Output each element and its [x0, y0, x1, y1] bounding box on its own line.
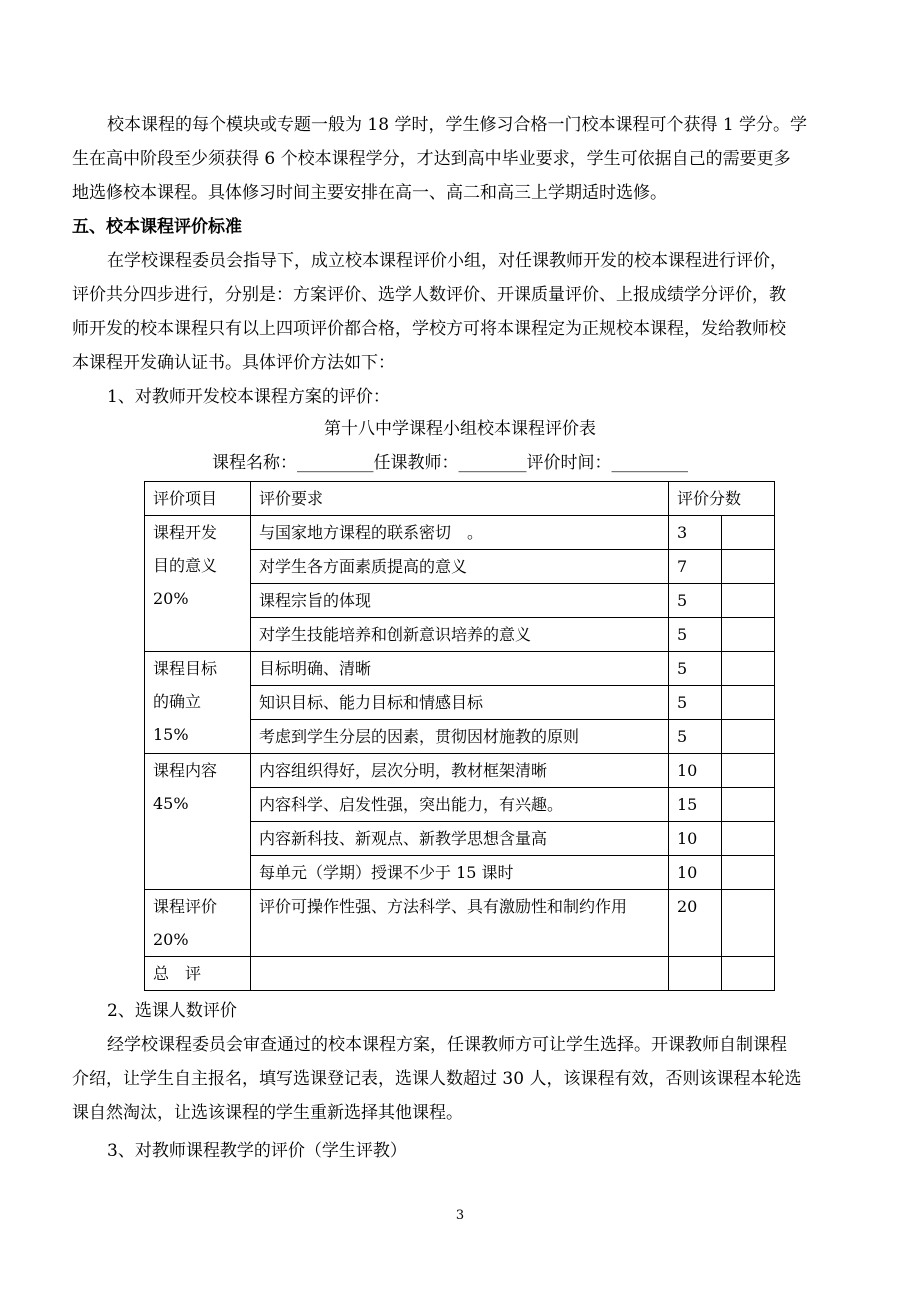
- table-subtitle: 课程名称：_________任课教师：________评价时间：_________: [212, 453, 688, 473]
- requirement-cell: 知识目标、能力目标和情感目标: [251, 686, 669, 720]
- text-line: 本课程开发确认证书。具体评价方法如下：: [72, 353, 395, 373]
- blank-score-cell: [722, 957, 775, 991]
- score-cell: 5: [669, 686, 722, 720]
- blank-score-cell: [722, 516, 775, 550]
- text-line: 经学校课程委员会审查通过的校本课程方案，任课教师方可让学生选择。开课教师自制课程: [107, 1035, 787, 1055]
- text-line: 介绍，让学生自主报名，填写选课登记表，选课人数超过 30 人，该课程有效，否则该课程本轮选: [72, 1069, 802, 1089]
- group-label-line: 课程内容: [153, 761, 218, 780]
- blank-score-cell: [722, 584, 775, 618]
- requirement-cell: 内容科学、启发性强，突出能力，有兴趣。: [251, 788, 669, 822]
- header-item: 评价项目: [145, 482, 251, 516]
- group-label-line: 45%: [153, 794, 189, 813]
- requirement-cell: 目标明确、清晰: [251, 652, 669, 686]
- text-line: 课自然淘汰，让选该课程的学生重新选择其他课程。: [72, 1103, 463, 1123]
- blank-score-cell: [722, 686, 775, 720]
- requirement-cell: 内容组织得好，层次分明，教材框架清晰: [251, 754, 669, 788]
- table-row: [145, 890, 775, 957]
- blank-score-cell: [722, 754, 775, 788]
- score-cell: 20: [669, 890, 722, 957]
- requirement-cell: 课程宗旨的体现: [251, 584, 669, 618]
- group-label: [145, 754, 251, 890]
- score-cell: 5: [669, 720, 722, 754]
- requirement-cell: 对学生各方面素质提高的意义: [251, 550, 669, 584]
- score-cell: 3: [669, 516, 722, 550]
- evaluation-table: [144, 481, 775, 991]
- score-cell: 10: [669, 822, 722, 856]
- table-total-row: [145, 957, 775, 991]
- section-heading: 五、校本课程评价标准: [72, 217, 242, 237]
- blank-score-cell: [722, 856, 775, 890]
- score-cell: 5: [669, 618, 722, 652]
- text-line: 在学校课程委员会指导下，成立校本课程评价小组，对任课教师开发的校本课程进行评价，: [107, 251, 787, 271]
- header-score: 评价分数: [669, 482, 775, 516]
- text-line: 地选修校本课程。具体修习时间主要安排在高一、高二和高三上学期适时选修。: [72, 183, 667, 203]
- list-item-1: 1、对教师开发校本课程方案的评价：: [107, 387, 390, 407]
- table-row: [145, 652, 775, 686]
- requirement-cell: 对学生技能培养和创新意识培养的意义: [251, 618, 669, 652]
- total-score-cell: [669, 957, 722, 991]
- score-cell: 5: [669, 584, 722, 618]
- group-label-line: 20%: [153, 930, 189, 949]
- score-cell: 7: [669, 550, 722, 584]
- table-title: 第十八中学课程小组校本课程评价表: [324, 419, 596, 439]
- group-label-line: 课程开发: [153, 523, 218, 542]
- blank-score-cell: [722, 652, 775, 686]
- requirement-cell: 每单元（学期）授课不少于 15 课时: [251, 856, 669, 890]
- table-row: [145, 516, 775, 550]
- list-item-2: 2、选课人数评价: [107, 1001, 237, 1021]
- text-line: 校本课程的每个模块或专题一般为 18 学时，学生修习合格一门校本课程可个获得 1 学分。学: [107, 115, 808, 135]
- blank-score-cell: [722, 788, 775, 822]
- group-label: [145, 652, 251, 754]
- group-label-line: 课程评价: [153, 897, 218, 916]
- score-cell: 5: [669, 652, 722, 686]
- blank-score-cell: [722, 550, 775, 584]
- score-cell: 10: [669, 754, 722, 788]
- group-label-line: 20%: [153, 589, 189, 608]
- group-label-line: 15%: [153, 725, 189, 744]
- blank-score-cell: [722, 822, 775, 856]
- requirement-cell: 考虑到学生分层的因素，贯彻因材施教的原则: [251, 720, 669, 754]
- table-row: [145, 754, 775, 788]
- header-requirement: 评价要求: [251, 482, 669, 516]
- text-line: 生在高中阶段至少须获得 6 个校本课程学分，才达到高中毕业要求，学生可依据自己的需要更多: [72, 149, 791, 169]
- blank-score-cell: [722, 720, 775, 754]
- group-label-line: 课程目标: [153, 659, 218, 678]
- blank-score-cell: [722, 890, 775, 957]
- requirement-cell: 内容新科技、新观点、新教学思想含量高: [251, 822, 669, 856]
- table-header-row: [145, 482, 775, 516]
- group-label: [145, 890, 251, 957]
- group-label-line: 目的意义: [153, 556, 218, 575]
- group-label-line: 的确立: [153, 692, 202, 711]
- text-line: 师开发的校本课程只有以上四项评价都合格，学校方可将本课程定为正规校本课程，发给教师校: [72, 319, 786, 339]
- list-item-3: 3、对教师课程教学的评价（学生评教）: [107, 1141, 407, 1161]
- blank-score-cell: [722, 618, 775, 652]
- total-blank-cell: [251, 957, 669, 991]
- total-label: 总 评: [145, 957, 251, 991]
- score-cell: 15: [669, 788, 722, 822]
- group-label: [145, 516, 251, 652]
- requirement-cell: 与国家地方课程的联系密切 。: [251, 516, 669, 550]
- text-line: 评价共分四步进行，分别是：方案评价、选学人数评价、开课质量评价、上报成绩学分评价，教: [72, 285, 786, 305]
- page-number: 3: [455, 1208, 465, 1223]
- requirement-cell: 评价可操作性强、方法科学、具有激励性和制约作用: [251, 890, 669, 957]
- score-cell: 10: [669, 856, 722, 890]
